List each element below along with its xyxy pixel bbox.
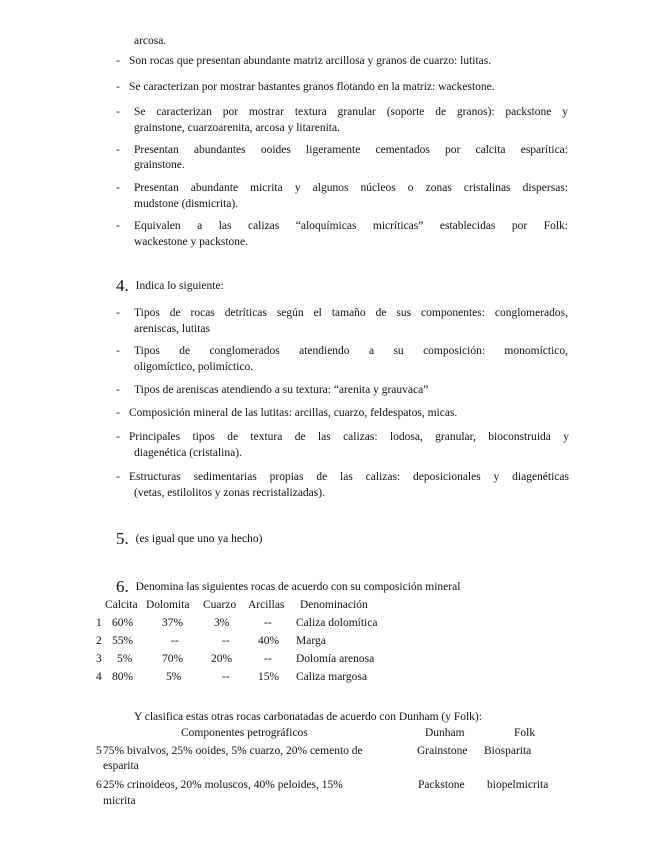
cell-arcillas: -- (264, 653, 272, 665)
header-folk: Folk (514, 727, 536, 739)
cell-dunham: Packstone (418, 779, 465, 791)
section-number: 6. (116, 577, 129, 596)
cell-componentes: 25% crinoideos, 20% moluscos, 40% peloides, 15% (103, 779, 343, 791)
item-text: Se caracterizan por mostrar textura granular (soporte de granos): packstone y (134, 106, 568, 118)
cell-arcillas: 40% (258, 635, 280, 647)
section6-heading (116, 577, 460, 597)
cell-denominacion: Caliza margosa (296, 671, 367, 683)
bullet-dash: - (116, 182, 120, 194)
item-text-cont: diagenética (cristalina). (134, 447, 242, 459)
bullet-dash: - (116, 345, 120, 357)
row-number: 2 (96, 635, 102, 647)
classify-intro: Y clasifica estas otras rocas carbonatadas de acuerdo con Dunham (y Folk): (134, 711, 482, 723)
cell-dolomita: 5% (166, 671, 182, 683)
cell-cuarzo: -- (222, 635, 230, 647)
cell-cuarzo: 3% (214, 617, 230, 629)
cell-calcita: 55% (112, 635, 134, 647)
row-number: 3 (96, 653, 102, 665)
bullet-dash: - (116, 55, 120, 67)
cell-calcita: 5% (117, 653, 133, 665)
item-text: Tipos de areniscas atendiendo a su textura: “arenita y grauvaca” (134, 384, 429, 396)
item-text: Tipos de rocas detríticas según el tamaño de sus componentes: conglomerados, (134, 307, 568, 319)
item-text-cont: wackestone y packstone. (134, 236, 249, 248)
item-text: Principales tipos de textura de las calizas: lodosa, granular, bioconstruida y (129, 431, 569, 443)
header-denominacion: Denominación (300, 599, 368, 611)
header-arcillas: Arcillas (248, 599, 285, 611)
item-text: Composición mineral de las lutitas: arcillas, cuarzo, feldespatos, micas. (129, 407, 458, 419)
item-text: Estructuras sedimentarias propias de las calizas: deposicionales y diagenéticas (129, 471, 569, 483)
section-title: Denomina las siguientes rocas de acuerdo con su composición mineral (135, 581, 461, 593)
cell-arcillas: 15% (258, 671, 280, 683)
item-text-cont: (vetas, estilolitos y zonas recristalizadas). (134, 487, 325, 499)
cell-calcita: 60% (112, 617, 134, 629)
bullet-dash: - (116, 144, 120, 156)
bullet-dash: - (116, 384, 120, 396)
item-text-cont: grainstone. (134, 159, 185, 171)
cell-denominacion: Dolomía arenosa (296, 653, 375, 665)
cell-dolomita: 70% (162, 653, 184, 665)
section-text: (es igual que uno ya hecho) (135, 533, 263, 545)
item-text: Se caracterizan por mostrar bastantes granos flotando en la matriz: wackestone. (129, 81, 495, 93)
cell-componentes-cont: esparita (103, 760, 139, 772)
row-number: 1 (96, 617, 102, 629)
section-title: Indica lo siguiente: (135, 280, 224, 292)
row-number: 6 (96, 779, 102, 791)
item-text: Equivalen a las calizas “aloquímicas micríticas” establecidas por Folk: (134, 220, 568, 232)
item-text-cont: areniscas, lutitas (134, 323, 211, 335)
row-number: 4 (96, 671, 102, 683)
cell-denominacion: Caliza dolomítica (296, 617, 378, 629)
header-componentes: Componentes petrográficos (181, 727, 308, 739)
cell-dolomita: -- (171, 635, 179, 647)
bullet-dash: - (116, 431, 120, 443)
bullet-dash: - (116, 471, 120, 483)
cell-dolomita: 37% (162, 617, 184, 629)
cell-componentes: 75% bivalvos, 25% ooides, 5% cuarzo, 20% cemento de (103, 745, 363, 757)
cell-calcita: 80% (112, 671, 134, 683)
bullet-dash: - (116, 220, 120, 232)
section-number: 4. (116, 276, 129, 295)
cell-arcillas: -- (264, 617, 272, 629)
bullet-dash: - (116, 307, 120, 319)
item-text-cont: grainstone, cuarzoarenita, arcosa y litarenita. (134, 122, 340, 134)
row-number: 5 (96, 745, 102, 757)
cell-denominacion: Marga (296, 635, 326, 647)
item-text: Presentan abundantes ooides ligeramente cementados por calcita esparítica: (134, 144, 568, 156)
continuation-line: arcosa. (134, 35, 167, 47)
header-dunham: Dunham (425, 727, 465, 739)
section-number: 5. (116, 529, 129, 548)
item-text: Presentan abundante micrita y algunos núcleos o zonas cristalinas dispersas: (134, 182, 568, 194)
cell-componentes-cont: micrita (103, 795, 136, 807)
cell-cuarzo: -- (222, 671, 230, 683)
bullet-dash: - (116, 106, 120, 118)
section5-heading (116, 529, 262, 549)
cell-folk: Biosparita (484, 745, 532, 757)
cell-cuarzo: 20% (211, 653, 233, 665)
bullet-dash: - (116, 407, 120, 419)
cell-folk: biopelmicrita (487, 779, 549, 791)
item-text: Son rocas que presentan abundante matriz arcillosa y granos de cuarzo: lutitas. (129, 55, 492, 67)
section4-heading (116, 276, 224, 296)
cell-dunham: Grainstone (417, 745, 468, 757)
item-text-cont: oligomíctico, polimíctico. (134, 361, 254, 373)
header-calcita: Calcita (105, 599, 138, 611)
item-text: Tipos de conglomerados atendiendo a su composición: monomíctico, (134, 345, 568, 357)
bullet-dash: - (116, 81, 120, 93)
item-text-cont: mudstone (dismicrita). (134, 198, 239, 210)
header-dolomita: Dolomita (146, 599, 190, 611)
header-cuarzo: Cuarzo (203, 599, 237, 611)
